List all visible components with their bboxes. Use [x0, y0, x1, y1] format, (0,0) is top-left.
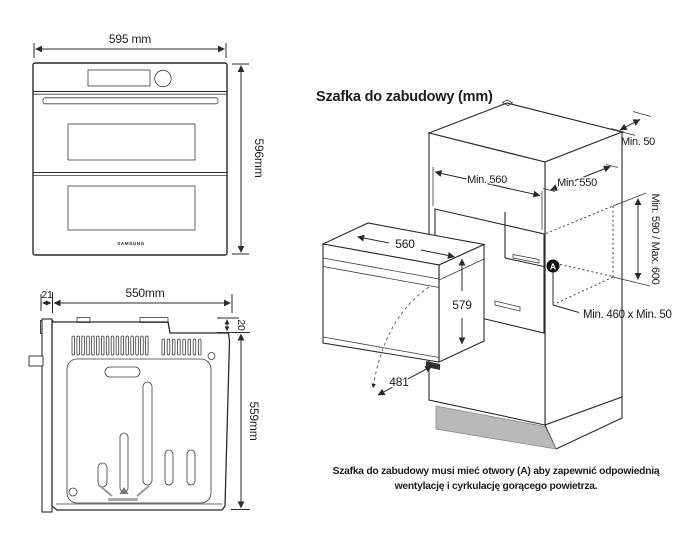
front-height-dimension: [232, 64, 266, 254]
cabinet-side-face: [545, 132, 622, 425]
oven-side-view: [29, 286, 261, 512]
rear-clearance-label: Min. 50: [621, 136, 655, 148]
side-height-dimension: [231, 334, 261, 510]
vent-opening-label: Min. 460 x Min. 50: [583, 309, 672, 321]
interior-vent-slot: [513, 255, 539, 264]
side-door-protrusion-dimension: [41, 289, 53, 313]
note-line-2: wentylację i cyrkulację gorącego powietrza.: [394, 481, 598, 492]
side-height-label: 559mm: [247, 401, 261, 441]
shelf-rail: [495, 301, 520, 311]
door-swing-label: 481: [389, 375, 409, 389]
door-slab: [42, 319, 52, 512]
hinge-bolt: [29, 356, 43, 366]
side-door-protrusion-label: 21: [41, 289, 53, 301]
cabinet-title: Szafka do zabudowy (mm): [316, 89, 493, 105]
oven-front-view: [33, 32, 266, 255]
niche-height-label: Min. 590 / Max. 600: [649, 193, 661, 285]
side-depth-dimension: [54, 286, 232, 313]
side-top-offset-dimension: [217, 318, 250, 333]
niche-depth-label: Min. 550: [557, 177, 597, 189]
front-width-label: 595 mm: [108, 32, 152, 46]
niche-width-label: Min. 560: [467, 174, 507, 186]
oven-depth-label: 560: [395, 237, 415, 251]
oven-height-label: 579: [452, 298, 472, 312]
front-width-dimension: [34, 32, 226, 58]
side-depth-label: 550mm: [125, 286, 165, 300]
side-top-offset-label: 20: [235, 319, 247, 331]
oven-front-face: [323, 244, 439, 362]
note-line-1: Szafka do zabudowy musi mieć otwory (A) aby zapewnić odpowiednią: [332, 466, 660, 477]
samsung-logo: SAMSUNG: [117, 241, 145, 246]
cabinet-note: [333, 466, 660, 492]
vent-marker-letter: A: [549, 261, 557, 272]
front-height-label: 596mm: [252, 138, 266, 178]
